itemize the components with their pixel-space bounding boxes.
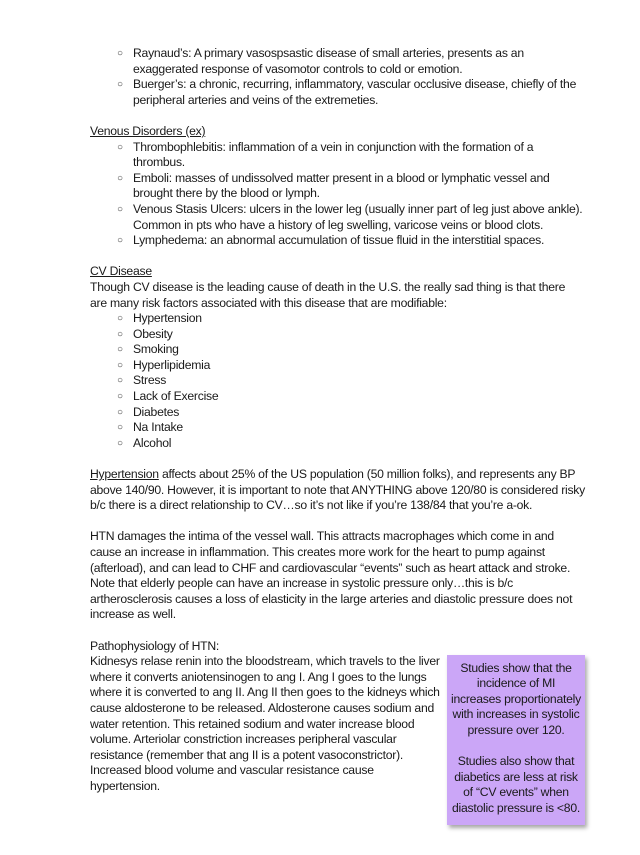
list-item-text: Lack of Exercise (133, 389, 219, 404)
circle-bullet-icon: ○ (117, 344, 123, 356)
spacer (90, 514, 585, 530)
spacer (90, 108, 585, 124)
circle-bullet-icon: ○ (117, 313, 123, 325)
list-item-text: Hyperlipidemia (133, 357, 211, 372)
circle-bullet-icon: ○ (117, 437, 123, 449)
hypertension-paragraph (90, 467, 585, 514)
list-item-text: Venous Stasis Ulcers: ulcers in the lower leg (usually inner part of leg just above ankle). Common in pts who have a history of leg swelling, varicose veins or blood clots. (133, 201, 583, 232)
list-item (117, 170, 585, 202)
circle-bullet-icon: ○ (117, 391, 123, 403)
callout-mi-study: Studies show that the incidence of MI increases proportionately with increases in systolic pressure over 120. (451, 660, 581, 737)
circle-bullet-icon: ○ (117, 328, 123, 340)
list-item-text: Stress (133, 373, 167, 388)
spacer (90, 623, 585, 639)
circle-bullet-icon: ○ (117, 172, 123, 184)
list-item-text: Alcohol (133, 435, 172, 450)
hypertension-term: Hypertension (90, 467, 159, 482)
studies-callout-box (447, 655, 585, 825)
circle-bullet-icon: ○ (117, 203, 123, 215)
callout-diabetics-study: Studies also show that diabetics are less at risk of “CV events” when diastolic pressure is <80. (452, 754, 580, 815)
htn-damage-paragraph: HTN damages the intima of the vessel wall. This attracts macrophages which come in and cause an increase in inflammation. This creates more work for the heart to pump against (afterload), and can lead to CHF and cardiovascular “events” such as heart attack and stroke. Note that elderly people can have an increase in systolic pressure only…this is b/c artherosclerosis causes a loss of elasticity in the large arteries and diastolic pressure does not increase as well. (90, 529, 573, 622)
list-item (117, 311, 585, 327)
circle-bullet-icon: ○ (117, 141, 123, 153)
list-item-text: Emboli: masses of undissolved matter present in a blood or lymphatic vessel and brought there by the blood or lymph. (133, 170, 550, 201)
circle-bullet-icon: ○ (117, 422, 123, 434)
list-item (117, 201, 585, 233)
pathophysiology-section (90, 639, 585, 825)
cv-disease-intro: Though CV disease is the leading cause of death in the U.S. the really sad thing is that there are many risk factors associated with this disease that are modifiable: (90, 279, 566, 310)
venous-disorders-heading: Venous Disorders (ex) (90, 123, 206, 138)
circle-bullet-icon: ○ (117, 235, 123, 247)
pathophysiology-heading: Pathophysiology of HTN: (90, 638, 220, 653)
list-item (117, 420, 585, 436)
list-item-text: Hypertension (133, 311, 202, 326)
pathophysiology-column (90, 639, 440, 795)
list-item-text: Raynaud’s: A primary vasospsastic disease of small arteries, presents as an exaggerated response of vasomotor controls to cold or emotion. (133, 46, 524, 76)
cv-disease-heading: CV Disease (90, 264, 152, 279)
spacer (90, 249, 585, 265)
list-item (117, 435, 585, 452)
circle-bullet-icon: ○ (117, 375, 123, 387)
arterial-disorders-list (90, 46, 585, 108)
list-item (117, 342, 585, 358)
list-item-text: Thrombophlebitis: inflammation of a vein in conjunction with the formation of a thrombus. (133, 139, 534, 170)
spacer (90, 451, 585, 467)
list-item-text: Na Intake (133, 420, 183, 435)
list-item (117, 77, 585, 108)
venous-disorders-list (90, 140, 585, 249)
document-page (90, 0, 585, 855)
circle-bullet-icon: ○ (117, 79, 123, 91)
circle-bullet-icon: ○ (117, 406, 123, 418)
list-item (117, 326, 585, 343)
risk-factors-list (90, 311, 585, 451)
list-item (117, 404, 585, 421)
spacer (451, 739, 581, 755)
pathophysiology-paragraph: Kidnesys relase renin into the bloodstream, which travels to the liver where it converts aniotensinogen to ang I. Ang I goes to the lungs where it is converted to ang II. Ang II then goes to the kidneys which cause aldosterone to be released. Aldosterone causes sodium and water retention. This retained sodium and water increase blood volume. Arteriolar constriction increases peripheral vascular resistance (remember that ang II is a potent vasoconstrictor). Increased blood volume and vascular resistance cause hypertension. (90, 654, 440, 793)
circle-bullet-icon: ○ (117, 359, 123, 371)
list-item (117, 373, 585, 389)
list-item-text: Lymphedema: an abnormal accumulation of tissue fluid in the interstitial spaces. (133, 233, 545, 248)
list-item (117, 357, 585, 374)
list-item-text: Smoking (133, 342, 179, 357)
list-item (117, 139, 585, 171)
list-item-text: Buerger’s: a chronic, recurring, inflammatory, vascular occlusive disease, chiefly of the peripheral arteries and veins of the extremeties. (133, 77, 577, 107)
list-item (117, 389, 585, 405)
list-item-text: Diabetes (133, 404, 180, 419)
circle-bullet-icon: ○ (117, 48, 123, 59)
list-item-text: Obesity (133, 326, 173, 341)
hypertension-text: affects about 25% of the US population (50 million folks), and represents any BP above 140/90. However, it is important to note that ANYTHING above 120/80 is considered risky b/c there is a direct relationship to CV…so it’s not like if you’re 138/84 that you’re a-ok. (90, 467, 585, 513)
list-item (117, 46, 585, 77)
list-item (117, 233, 585, 249)
